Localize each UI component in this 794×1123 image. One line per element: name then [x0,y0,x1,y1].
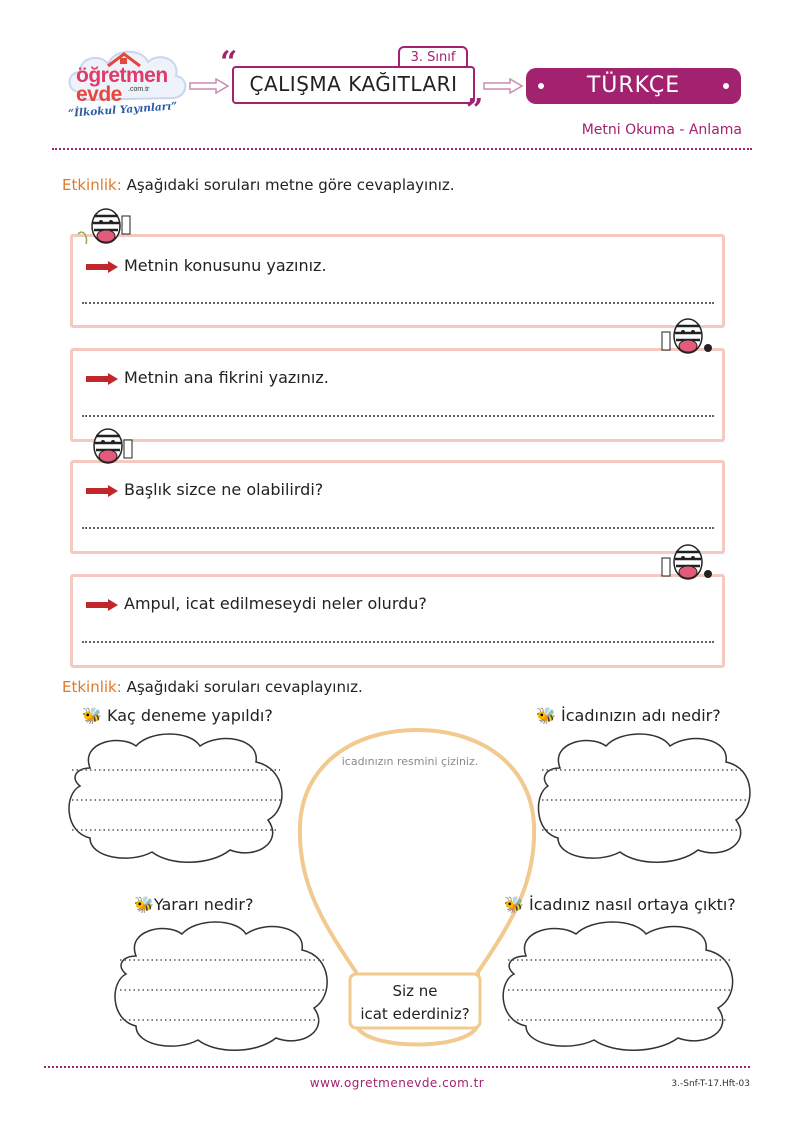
question-item [86,594,427,613]
question-box [70,460,725,554]
answer-cloud[interactable] [106,916,338,1056]
logo-brand-line2: evde [76,83,122,106]
footer-code: 3.-Snf-T-17.Hft-03 [671,1079,750,1089]
grade-tab: 3. Sınıf [398,46,468,68]
footer-divider [44,1066,750,1068]
question-item [86,256,327,275]
header-arrow-icon [188,78,230,94]
subject-label: TÜRKÇE [586,73,681,98]
activity2-label: Etkinlik: [62,678,122,696]
question-text: Metnin ana fikrini yazınız. [124,368,329,387]
cloud-question-text: Yararı nedir? [153,895,254,914]
bee-icon: 🐝 [82,706,102,725]
invent-line1: Siz ne [392,982,438,1000]
answer-line[interactable] [82,641,714,643]
zebra-mascot-icon [656,540,720,582]
red-arrow-icon [86,485,118,497]
question-text: Ampul, icat edilmeseydi neler olurdu? [124,594,427,613]
answer-cloud[interactable] [494,916,744,1056]
activity1-label: Etkinlik: [62,176,122,194]
logo-domain: .com.tr [128,86,150,93]
bullet-dot-icon-2 [723,83,729,89]
answer-line[interactable] [82,302,714,304]
answer-cloud[interactable] [60,728,296,868]
red-arrow-icon [86,261,118,273]
header-divider [52,148,752,150]
red-arrow-icon [86,373,118,385]
answer-cloud[interactable] [530,728,760,868]
cloud-question [536,706,721,725]
question-item [86,480,323,499]
question-text: Başlık sizce ne olabilirdi? [124,480,324,499]
page-title: ÇALIŞMA KAĞITLARI [249,72,458,96]
activity1-heading [62,176,455,194]
answer-line[interactable] [82,527,714,529]
logo-brand-line1: öğretmen [76,64,168,87]
activity2-heading [62,678,363,696]
zebra-mascot-icon [656,314,720,356]
logo-tagline: “İlkokul Yayınları” [67,100,178,120]
header-arrow-icon-2 [482,78,524,94]
zebra-mascot-icon [80,424,144,466]
question-box [70,574,725,668]
footer-url[interactable]: www.ogretmenevde.com.tr [309,1076,485,1090]
subject-badge [526,68,741,104]
open-quote-icon: “ [220,45,238,80]
cloud-question [504,895,736,914]
cloud-question [134,895,253,914]
bee-icon: 🐝 [504,895,524,914]
bullet-dot-icon [538,83,544,89]
question-box [70,348,725,442]
close-quote-icon: ” [466,93,484,128]
publisher-logo [62,42,192,127]
activity1-instruction: Aşağıdaki soruları metne göre cevaplayınız. [126,176,455,194]
invent-line2: icat ederdiniz? [360,1005,470,1023]
bee-icon: 🐝 [536,706,556,725]
question-item [86,368,329,387]
cloud-question-text: İcadınız nasıl ortaya çıktı? [529,895,736,914]
question-box [70,234,725,328]
bee-icon: 🐝 [134,895,154,914]
question-text: Metnin konusunu yazınız. [124,256,327,275]
cloud-question-text: Kaç deneme yapıldı? [107,706,273,725]
worksheet-subtitle: Metni Okuma - Anlama [581,122,742,138]
draw-hint: icadınızın resmini çiziniz. [341,755,479,768]
answer-line[interactable] [82,415,714,417]
red-arrow-icon [86,599,118,611]
invent-question [350,980,480,1026]
activity2-instruction: Aşağıdaki soruları cevaplayınız. [126,678,363,696]
cloud-question [82,706,273,725]
cloud-question-text: İcadınızın adı nedir? [561,706,721,725]
zebra-mascot-icon [76,204,140,246]
